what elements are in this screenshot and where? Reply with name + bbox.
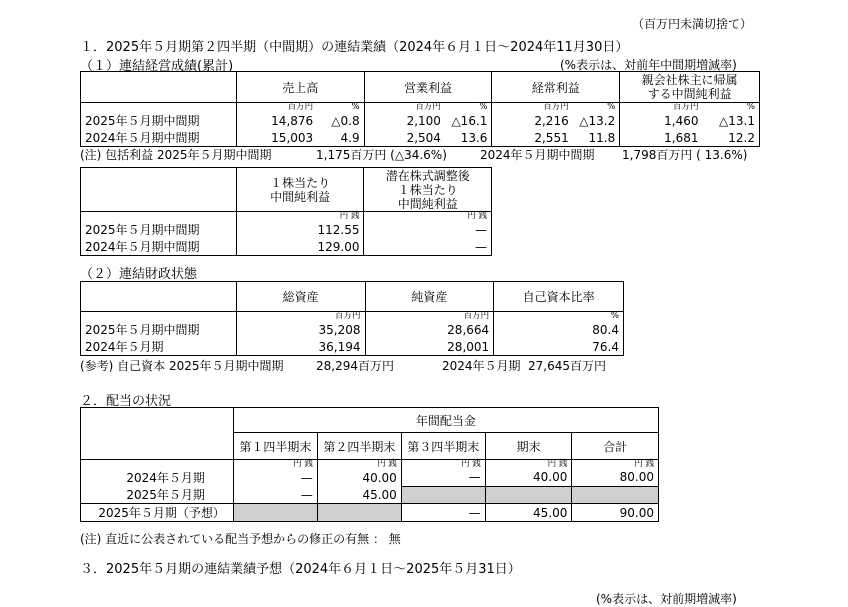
dividend-revision-note: (注) 直近に公表されている配当予想からの修正の有無 ： 無	[80, 532, 401, 546]
operating-results-table: 売上高 営業利益 経常利益 親会社株主に帰属 する中間純利益 百万円 % 百万円 % 百万円 % 百万円 % 2025年５月期中間期 14,876 △0.8 2,100 △16.1 2,216 △13.2 1,460 △13.1 2024年５月期中間期 15,003 4.9 2,504 13.6 2,551 11.8 1,681 12.2	[80, 71, 760, 147]
header-sales: 売上高	[236, 72, 364, 103]
table-row: 2025年５月期（予想） — 45.00 90.00	[81, 504, 659, 522]
equity-reference-note: (参考) 自己資本 2025年５月期中間期	[80, 359, 284, 373]
header-equity-ratio: 自己資本比率	[494, 282, 624, 312]
header-blank	[81, 72, 237, 103]
header-net-income: 親会社株主に帰属 する中間純利益	[620, 72, 760, 103]
header-total: 合計	[572, 433, 659, 460]
pct-note: (%表示は、対前年中間期増減率)	[560, 58, 737, 72]
section3-title: ３．2025年５月期の連結業績予想（2024年６月１日～2025年５月31日）	[80, 562, 521, 577]
equity-reference-value-1: 28,294百万円	[316, 359, 394, 373]
unit-note: （百万円未満切捨て）	[632, 17, 753, 31]
equity-reference-period-2: 2024年５月期	[442, 359, 521, 373]
comprehensive-income-period-2: 2024年５月期中間期	[480, 148, 595, 162]
header-q1: 第１四半期末	[233, 433, 317, 460]
table-row: 2024年５月期中間期 129.00 —	[81, 238, 492, 256]
table-row: 2024年５月期 36,194 28,001 76.4	[81, 338, 624, 356]
header-q2: 第２四半期末	[317, 433, 401, 460]
header-total-assets: 総資産	[236, 282, 365, 312]
eps-table: １株当たり 中間純利益 潜在株式調整後 １株当たり 中間純利益 円 銭 円 銭 2025年５月期中間期 112.55 — 2024年５月期中間期 129.00 —	[80, 167, 492, 256]
table-row: 2024年５月期 — 40.00 — 40.00 80.00	[81, 469, 659, 486]
forecast-pct-note: (%表示は、対前期増減率)	[596, 592, 737, 606]
header-annual-dividend: 年間配当金	[233, 408, 658, 433]
header-net-assets: 純資産	[365, 282, 494, 312]
table-row: 2025年５月期中間期 14,876 △0.8 2,100 △16.1 2,216 △13.2 1,460 △13.1	[81, 112, 760, 129]
table-row: 2025年５月期中間期 35,208 28,664 80.4	[81, 321, 624, 338]
header-ordinary-profit: 経常利益	[492, 72, 620, 103]
dividend-table: 年間配当金 第１四半期末 第２四半期末 第３四半期末 期末 合計 円 銭 円 銭 円 銭 円 銭 円 銭 2024年５月期 — 40.00 — 40.00 80.00 2025年５月期 — 45.00 2025年５月期（予想） — 45.00 90.00	[80, 407, 659, 522]
table-row: 2024年５月期中間期 15,003 4.9 2,504 13.6 2,551 11.8 1,681 12.2	[81, 129, 760, 147]
section1-title: １．2025年５月期第２四半期（中間期）の連結業績（2024年６月１日～2024年11月30日）	[80, 40, 629, 55]
header-eps: １株当たり 中間純利益	[236, 168, 364, 212]
header-q3: 第３四半期末	[401, 433, 485, 460]
comprehensive-income-note: (注) 包括利益 2025年５月期中間期	[80, 148, 272, 162]
comprehensive-income-value-2: 1,798百万円 ( 13.6%)	[622, 148, 748, 162]
financial-position-table: 総資産 純資産 自己資本比率 百万円 百万円 % 2025年５月期中間期 35,208 28,664 80.4 2024年５月期 36,194 28,001 76.4	[80, 281, 624, 356]
operating-results-subtitle: （１）連結経営成績(累計)	[80, 59, 234, 74]
equity-reference-value-2: 27,645百万円	[528, 359, 606, 373]
comprehensive-income-value-1: 1,175百万円 (△34.6%)	[316, 148, 447, 162]
header-operating-profit: 営業利益	[364, 72, 492, 103]
section2-title: ２．配当の状況	[80, 394, 172, 409]
table-row: 2025年５月期 — 45.00	[81, 486, 659, 504]
header-year-end: 期末	[485, 433, 572, 460]
table-row: 2025年５月期中間期 112.55 —	[81, 221, 492, 238]
header-diluted-eps: 潜在株式調整後 １株当たり 中間純利益	[364, 168, 492, 212]
financial-position-subtitle: （２）連結財政状態	[80, 267, 198, 282]
